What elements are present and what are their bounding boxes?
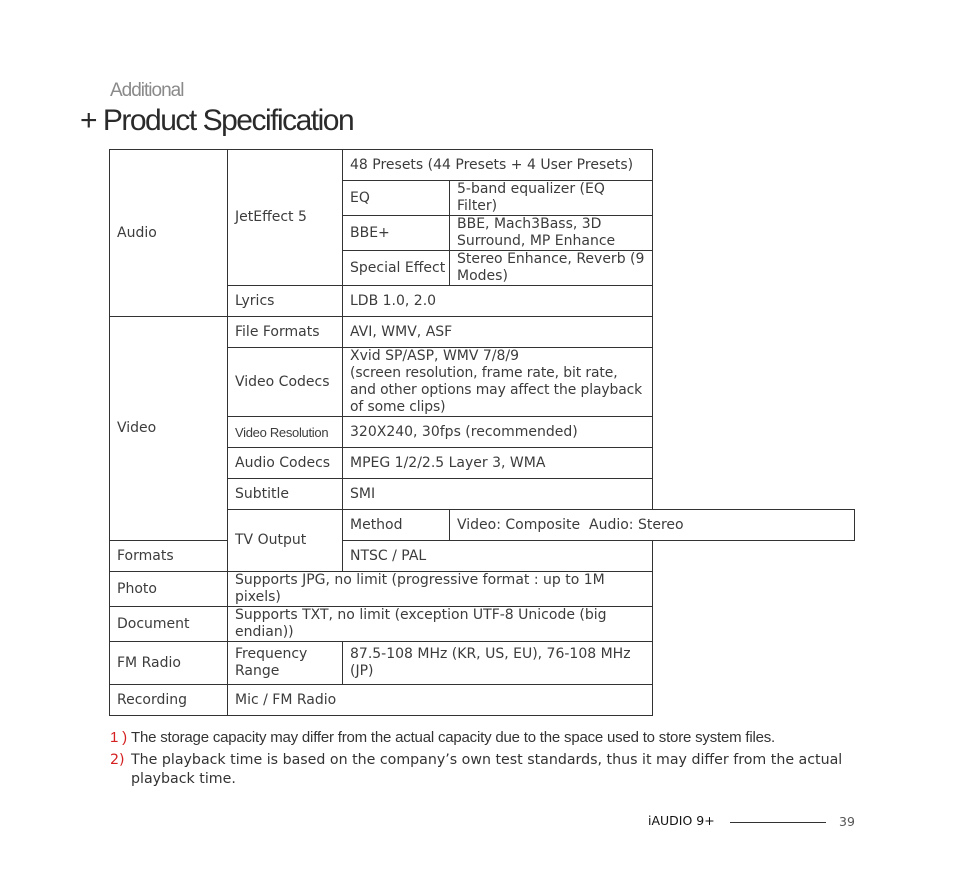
subtitle-label: Subtitle	[228, 479, 343, 510]
footnotes	[110, 728, 855, 793]
audio-codecs-label: Audio Codecs	[228, 448, 343, 479]
footnote-text: The storage capacity may differ from the actual capacity due to the space used to store system files.	[131, 729, 776, 746]
bbe-value: BBE, Mach3Bass, 3D Surround, MP Enhance	[450, 216, 653, 251]
footnote-number: 1 )	[110, 729, 127, 746]
category-photo: Photo	[110, 572, 228, 607]
footer-divider	[730, 822, 826, 823]
spec-table	[109, 149, 855, 716]
formats-label: Formats	[110, 541, 228, 572]
special-effect-value: Stereo Enhance, Reverb (9 Modes)	[450, 251, 653, 286]
category-tv-output: TV Output	[228, 510, 343, 572]
table-row	[110, 150, 855, 181]
footnote-2	[110, 751, 855, 789]
subtitle-value: SMI	[343, 479, 653, 510]
photo-value: Supports JPG, no limit (progressive format : up to 1M pixels)	[228, 572, 653, 607]
category-fm-radio: FM Radio	[110, 642, 228, 685]
formats-value: NTSC / PAL	[343, 541, 653, 572]
lyrics-label: Lyrics	[228, 286, 343, 317]
special-effect-label: Special Effect	[343, 251, 450, 286]
category-audio: Audio	[110, 150, 228, 317]
category-video: Video	[110, 317, 228, 541]
eq-label: EQ	[343, 181, 450, 216]
frequency-range-label: Frequency Range	[228, 642, 343, 685]
presets-value: 48 Presets (44 Presets + 4 User Presets)	[343, 150, 653, 181]
video-codecs-label: Video Codecs	[228, 348, 343, 417]
page-title: + Product Specification	[80, 104, 354, 137]
frequency-range-value: 87.5-108 MHz (KR, US, EU), 76-108 MHz (JP)	[343, 642, 653, 685]
footnote-text: The playback time is based on the company’s own test standards, thus it may differ from the actual playback time.	[131, 752, 843, 787]
recording-value: Mic / FM Radio	[228, 685, 653, 716]
section-label: Additional	[110, 80, 184, 101]
video-resolution-value: 320X240, 30fps (recommended)	[343, 417, 653, 448]
footnote-1	[110, 728, 855, 747]
footer-brand: iAUDIO 9+	[648, 813, 715, 828]
table-row	[110, 317, 855, 348]
table-row	[110, 685, 855, 716]
method-value: Video: Composite Audio: Stereo	[450, 510, 855, 541]
file-formats-label: File Formats	[228, 317, 343, 348]
video-codecs-line1: Xvid SP/ASP, WMV 7/8/9	[350, 348, 520, 364]
method-label: Method	[343, 510, 450, 541]
page-number: 39	[839, 814, 855, 829]
table-row	[110, 572, 855, 607]
category-recording: Recording	[110, 685, 228, 716]
table-row	[110, 541, 855, 572]
table-row	[110, 642, 855, 685]
table-row	[110, 607, 855, 642]
lyrics-value: LDB 1.0, 2.0	[343, 286, 653, 317]
video-resolution-label: Video Resolution	[228, 417, 343, 448]
eq-value: 5-band equalizer (EQ Filter)	[450, 181, 653, 216]
video-codecs-value	[343, 348, 653, 417]
jeteffect-label: JetEffect 5	[228, 150, 343, 286]
document-value: Supports TXT, no limit (exception UTF-8 Unicode (big endian))	[228, 607, 653, 642]
bbe-label: BBE+	[343, 216, 450, 251]
category-document: Document	[110, 607, 228, 642]
footnote-number: 2)	[110, 752, 125, 768]
audio-codecs-value: MPEG 1/2/2.5 Layer 3, WMA	[343, 448, 653, 479]
video-codecs-line2: (screen resolution, frame rate, bit rate, and other options may affect the playback of some clips)	[350, 365, 643, 415]
file-formats-value: AVI, WMV, ASF	[343, 317, 653, 348]
